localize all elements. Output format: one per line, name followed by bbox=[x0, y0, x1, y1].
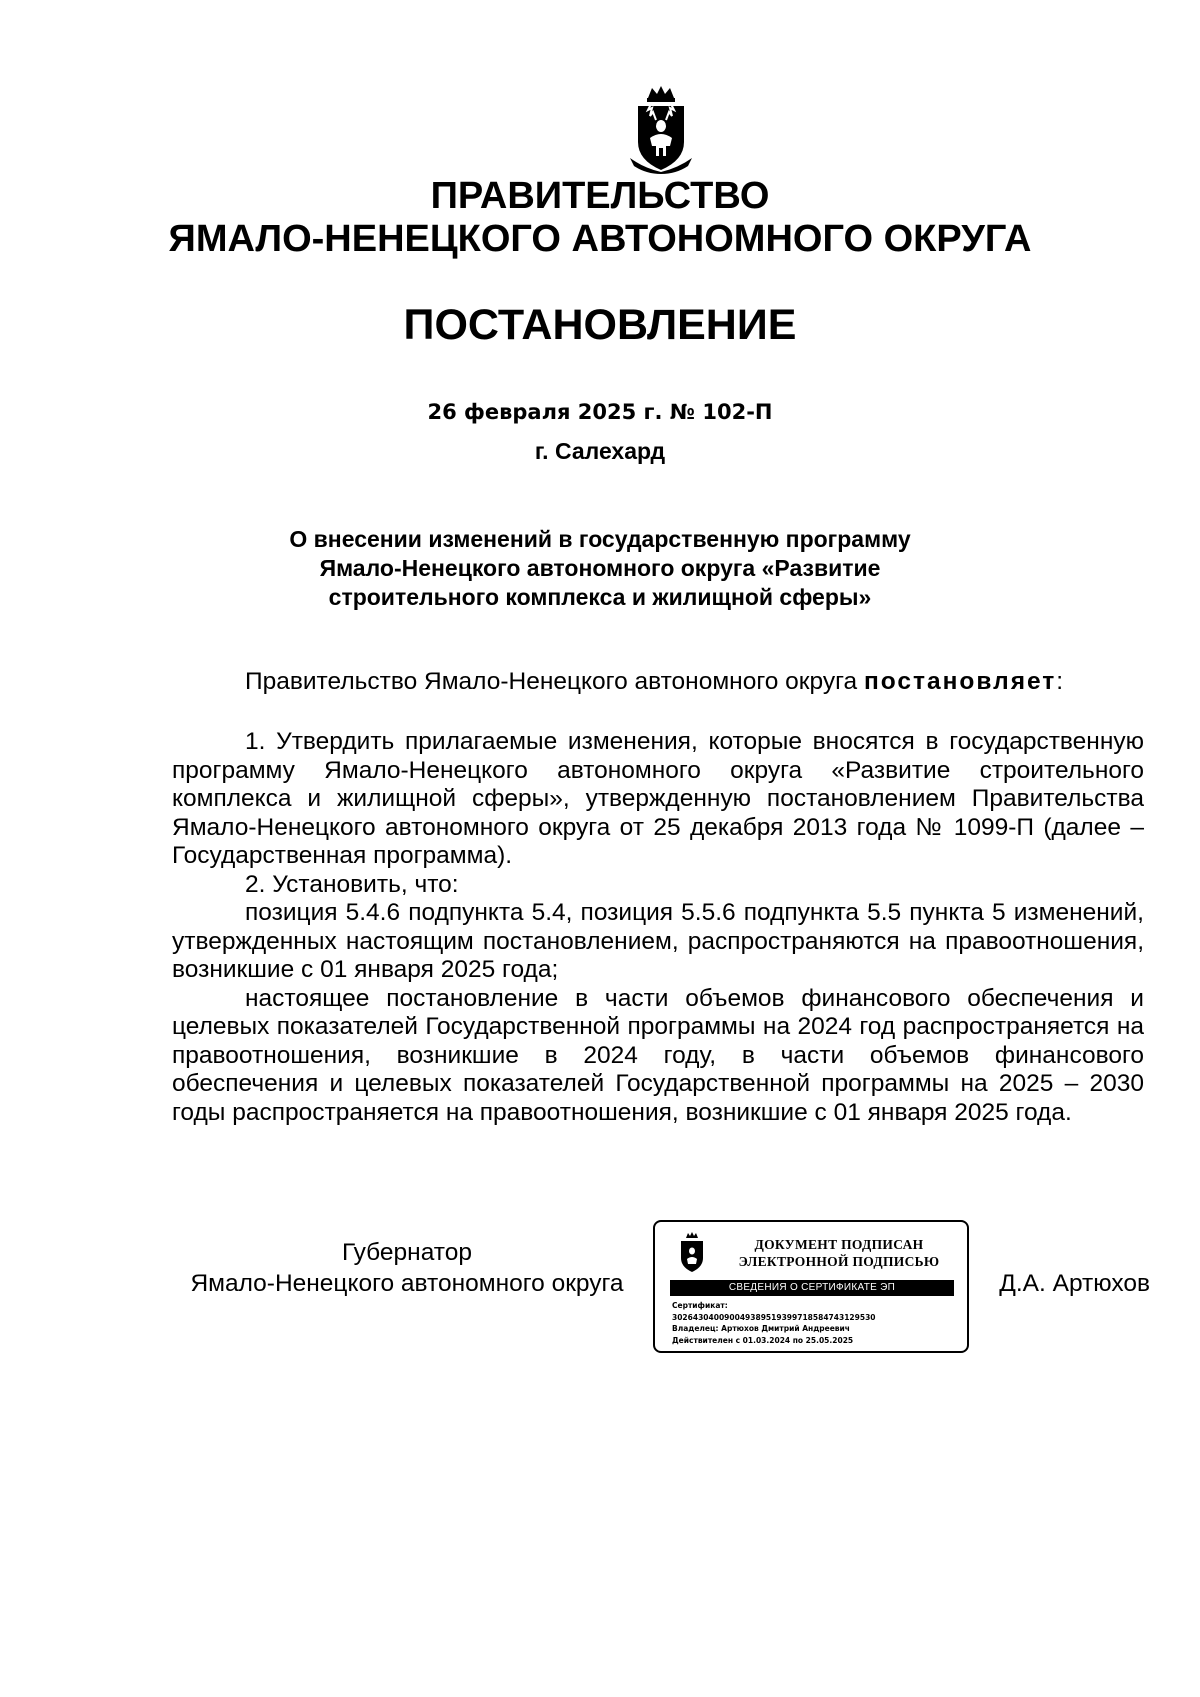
position-line-2: Ямало-Ненецкого автономного округа bbox=[190, 1270, 624, 1297]
certificate-value: 302643040090049389519399718584743129530 bbox=[672, 1312, 876, 1322]
certificate-validity: Действителен с 01.03.2024 по 25.05.2025 bbox=[672, 1335, 854, 1345]
date-and-number: 26 февраля 2025 г. № 102-П bbox=[427, 400, 773, 424]
certificate-details bbox=[672, 1300, 962, 1346]
certificate-info-bar: СВЕДЕНИЯ О СЕРТИФИКАТЕ ЭП bbox=[670, 1280, 954, 1296]
signer-name: Д.А. Артюхов bbox=[999, 1270, 1150, 1297]
subject-line-2: Ямало-Ненецкого автономного округа «Развитие bbox=[319, 555, 881, 581]
document-type-title: ПОСТАНОВЛЕНИЕ bbox=[403, 301, 797, 349]
stamp-title-line-1: ДОКУМЕНТ ПОДПИСАН bbox=[754, 1237, 924, 1252]
certificate-label: Сертификат: bbox=[672, 1301, 728, 1310]
intro-end: : bbox=[1056, 668, 1064, 695]
resolution-items bbox=[172, 728, 1144, 1127]
signatory-position bbox=[172, 1237, 642, 1299]
subject-line-1: О внесении изменений в государственную программу bbox=[289, 526, 911, 552]
item-1: 1. Утвердить прилагаемые изменения, которые вносятся в государственную программу Ямало-Ненецкого автономного округа «Развитие строительного комплекса и жилищной сферы», утвержденную постановлением Правительства Ямало-Ненецкого автономного округа от 25 декабря 2013 года № 1099-П (далее – Государственная программа). bbox=[172, 728, 1144, 869]
yamal-nenets-coat-of-arms-icon bbox=[626, 84, 696, 174]
org-name-line-1: ПРАВИТЕЛЬСТВО bbox=[430, 175, 770, 217]
stamp-title bbox=[719, 1236, 959, 1270]
city: г. Салехард bbox=[534, 438, 666, 464]
subject-line-3: строительного комплекса и жилищной сферы» bbox=[328, 584, 872, 610]
item-2-b: настоящее постановление в части объемов финансового обеспечения и целевых показателей Государственной программы на 2024 год распространяется на правоотношения, возникшие в 2024 году, в части объемов финансового обеспечения и целевых показателей Государственной программы на 2025 – 2030 годы распространяется на правоотношения, возникшие с 01 января 2025 года. bbox=[172, 984, 1144, 1126]
document-subject bbox=[260, 525, 940, 612]
item-2: 2. Установить, что: bbox=[245, 870, 459, 898]
intro-emphasis: постановляет bbox=[863, 668, 1057, 695]
org-name-line-2: ЯМАЛО-НЕНЕЦКОГО АВТОНОМНОГО ОКРУГА bbox=[168, 218, 1032, 260]
intro-paragraph bbox=[172, 668, 1144, 697]
item-2-a: позиция 5.4.6 подпункта 5.4, позиция 5.5.6 подпункта 5.5 пункта 5 изменений, утвержденных настоящим постановлением, распространяются на правоотношения, возникшие с 01 января 2025 года; bbox=[172, 899, 1144, 983]
stamp-title-line-2: ЭЛЕКТРОННОЙ ПОДПИСЬЮ bbox=[738, 1254, 940, 1269]
certificate-owner: Владелец: Артюхов Дмитрий Андреевич bbox=[672, 1324, 850, 1333]
electronic-signature-stamp bbox=[653, 1220, 969, 1353]
intro-text: Правительство Ямало-Ненецкого автономного округа bbox=[245, 668, 864, 695]
position-line-1: Губернатор bbox=[342, 1239, 472, 1266]
coat-of-arms-small-icon bbox=[677, 1232, 707, 1274]
